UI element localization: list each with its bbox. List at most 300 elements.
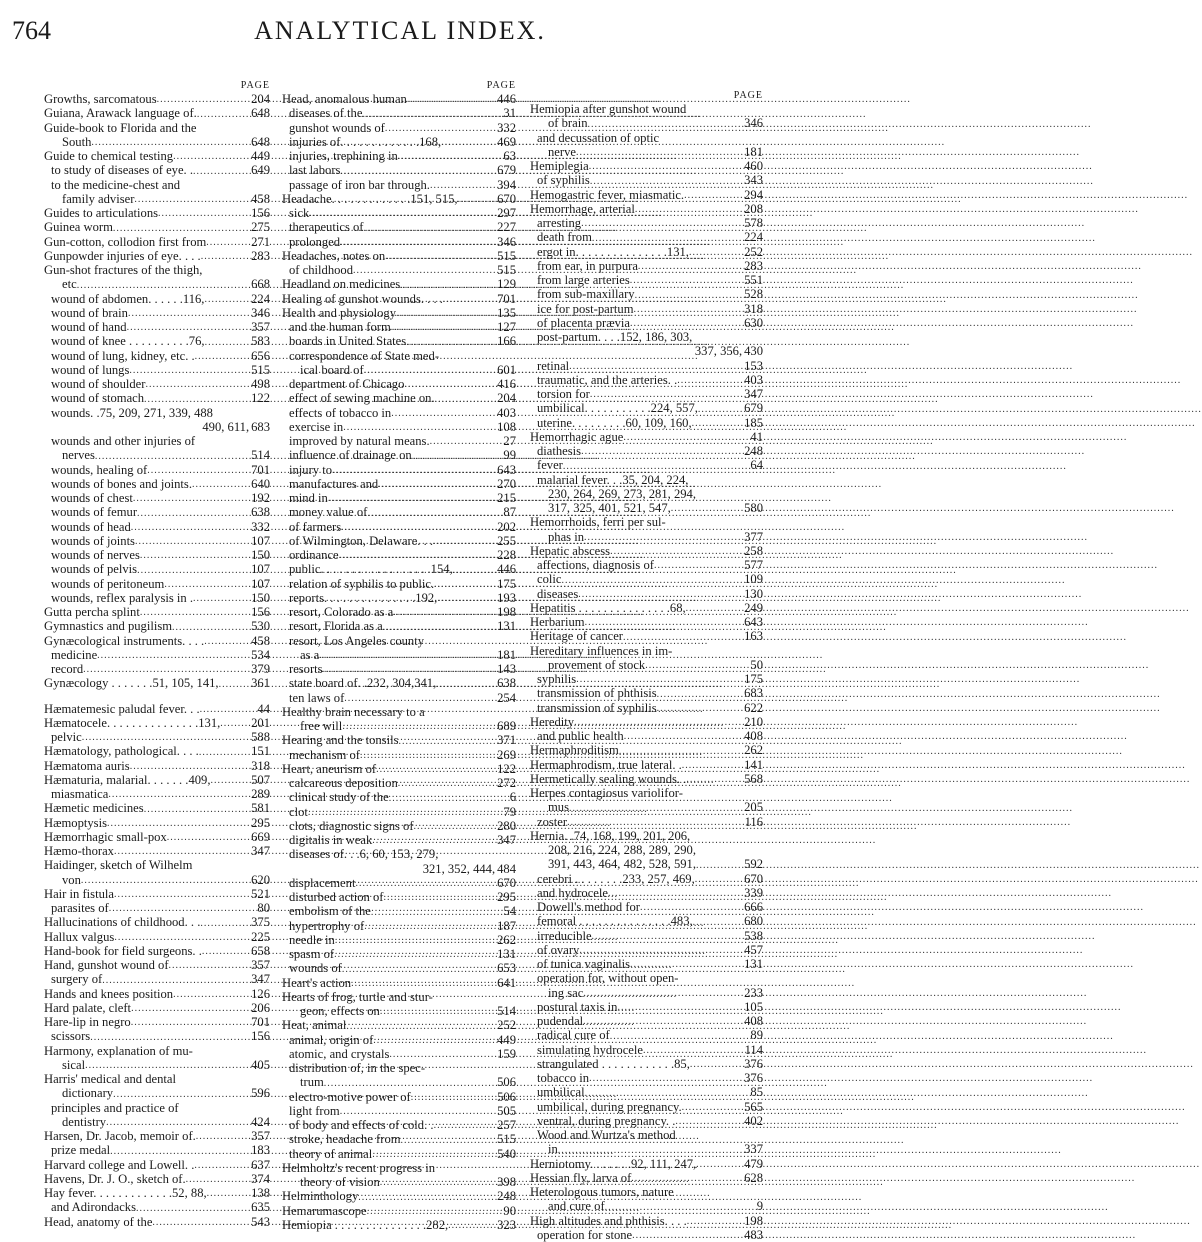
- entry-page-ref: 294: [744, 187, 763, 202]
- entry-text: effects of tobacco in: [289, 405, 392, 420]
- entry-text: boards in United States: [289, 334, 407, 349]
- index-entry: [282, 249, 516, 263]
- entry-text: therapeutics of: [289, 220, 364, 235]
- entry-page-ref: 156: [251, 605, 270, 619]
- leader-dots: [210, 775, 249, 787]
- index-entry: [282, 1047, 516, 1061]
- leader-dots: [592, 931, 743, 943]
- index-entry: [530, 159, 763, 173]
- leader-dots: [134, 194, 249, 206]
- entry-text: from ear, in purpura: [537, 258, 638, 273]
- entry-text: wound of abdomen. . . . . .116,: [51, 291, 205, 306]
- entry-text: surgery of: [51, 972, 103, 987]
- entry-page-ref: 408: [744, 1014, 763, 1028]
- index-entry: [282, 662, 516, 676]
- entry-page-ref: 297: [497, 206, 516, 220]
- entry-page-ref: 540: [497, 1146, 516, 1161]
- entry-text: Hare-lip in negro: [44, 1015, 131, 1029]
- entry-page-ref: 129: [497, 277, 516, 292]
- index-entry: [44, 434, 270, 448]
- entry-page-ref: 181: [744, 144, 763, 159]
- entry-text: wounds. .75, 209, 271, 339, 488: [51, 405, 213, 420]
- entry-text: Hepatic abscess: [530, 543, 611, 558]
- index-entry: [282, 976, 516, 990]
- index-entry: [530, 786, 763, 800]
- entry-text: Hæmoptysis: [44, 815, 107, 830]
- entry-text: Hair in fistula: [44, 886, 114, 901]
- leader-dots: [453, 565, 495, 577]
- leader-dots: [193, 593, 249, 605]
- entry-page-ref: 131: [497, 947, 516, 961]
- leader-dots: [619, 746, 742, 758]
- leader-dots: [389, 1049, 495, 1061]
- index-entry: [530, 701, 763, 715]
- index-entry: [530, 743, 763, 757]
- entry-page-ref: 289: [251, 787, 270, 801]
- leader-dots: [335, 935, 495, 947]
- entry-text: operation for, without open-: [537, 971, 679, 986]
- entry-text: clots, diagnostic signs of: [289, 818, 414, 833]
- leader-dots: [581, 446, 742, 458]
- leader-dots: [630, 318, 742, 330]
- entry-page-ref: 107: [251, 576, 270, 591]
- leader-dots: [695, 874, 742, 886]
- index-entry: [530, 686, 763, 700]
- entry-page-ref: 577: [744, 558, 763, 572]
- leader-dots: [205, 337, 250, 349]
- index-entry: [44, 106, 270, 120]
- index-entry: [282, 748, 516, 762]
- entry-text: Heart's action: [282, 975, 352, 990]
- entry-text: wounds of femur: [51, 505, 138, 520]
- leader-dots: [309, 208, 495, 220]
- leader-dots: [102, 975, 249, 987]
- entry-text: Hepatitis . . . . . . . . . . . . . . .68,: [530, 600, 686, 615]
- entry-text: tobacco in: [537, 1071, 590, 1085]
- entry-text: cerebri . . . . . . . .233, 257, 469,: [537, 871, 695, 886]
- entry-text: and hydrocele: [537, 885, 608, 900]
- entry-page-ref: 649: [251, 163, 270, 178]
- leader-dots: [363, 223, 495, 235]
- index-entry: [282, 1033, 516, 1047]
- entry-page-ref: 446: [497, 92, 516, 106]
- leader-dots: [437, 593, 495, 605]
- index-entry: [282, 691, 516, 705]
- entry-text: Hermaphrodism, true lateral. .: [530, 757, 682, 772]
- entry-page-ref: 225: [251, 929, 270, 944]
- entry-text: Harsen, Dr. Jacob, memoir of.: [44, 1129, 196, 1143]
- leader-dots: [114, 846, 249, 858]
- entry-page-ref: 630: [744, 315, 763, 330]
- entry-text: mus: [548, 800, 569, 815]
- leader-dots: [657, 689, 742, 701]
- leader-dots: [623, 432, 748, 444]
- entry-text: 317, 325, 401, 521, 547,: [548, 501, 671, 515]
- entry-page-ref: 515: [497, 1132, 516, 1147]
- entry-text: zoster: [537, 814, 568, 829]
- index-entry: [44, 1058, 270, 1072]
- entry-text: improved by natural means.: [289, 434, 430, 448]
- entry-text: Hæmatoma auris: [44, 758, 130, 773]
- entry-text: Herbarium: [530, 615, 585, 629]
- leader-dots: [108, 789, 249, 801]
- entry-text: colic: [537, 572, 562, 587]
- entry-page-ref: 109: [744, 572, 763, 587]
- index-entry: [44, 972, 270, 986]
- index-entry: [44, 577, 270, 591]
- entry-page-ref: 332: [497, 120, 516, 135]
- index-entry: [44, 816, 270, 830]
- index-entry: [44, 277, 270, 291]
- entry-page-ref: 192: [251, 491, 270, 505]
- entry-text: clinical study of the: [289, 790, 389, 805]
- entry-page-ref: 193: [497, 590, 516, 605]
- entry-text: wounds of: [289, 961, 342, 976]
- entry-page-ref: 568: [744, 771, 763, 786]
- index-entry: [44, 619, 270, 633]
- entry-text: diathesis: [537, 444, 582, 458]
- entry-text: digitalis in weak: [289, 833, 373, 847]
- entry-text: wounds of pelvis: [51, 562, 138, 577]
- leader-dots: [400, 280, 495, 292]
- entry-text: transmission of syphilis: [537, 700, 657, 715]
- leader-dots: [380, 1177, 495, 1189]
- entry-text: passage of iron bar through.: [289, 177, 430, 192]
- entry-page-ref: 114: [744, 1042, 763, 1057]
- index-entry: [530, 387, 763, 401]
- index-entry: [530, 1199, 763, 1213]
- entry-page-ref: 80: [257, 901, 270, 915]
- index-entry: [282, 121, 516, 135]
- entry-page-ref: 187: [497, 918, 516, 933]
- entry-page-ref: 116: [744, 814, 763, 829]
- index-entry: [282, 178, 516, 192]
- index-entry: [282, 933, 516, 947]
- entry-page-ref: 515: [251, 362, 270, 377]
- entry-page-ref: 50: [750, 657, 763, 672]
- leader-dots: [358, 1192, 495, 1204]
- index-entry: [44, 520, 270, 534]
- entry-text: department of Chicago: [289, 377, 405, 391]
- index-entry: [530, 1057, 763, 1071]
- entry-page-ref: 592: [744, 857, 763, 872]
- entry-text: ordinance: [289, 548, 339, 562]
- index-entry: [44, 448, 270, 462]
- leader-dots: [128, 308, 249, 320]
- index-entry: [44, 1072, 270, 1086]
- entry-text: correspondence of State med-: [289, 348, 440, 363]
- entry-text: resort, Colorado as a: [289, 605, 394, 619]
- entry-page-ref: 458: [251, 633, 270, 648]
- entry-text: as a: [300, 647, 320, 662]
- index-entry: [44, 121, 270, 135]
- entry-text: in: [548, 1142, 558, 1157]
- entry-text: last labors: [289, 163, 341, 178]
- leader-dots: [332, 465, 495, 477]
- index-entry: [282, 648, 516, 662]
- entry-text: Guinea worm: [44, 220, 113, 235]
- index-entry: [44, 349, 270, 363]
- entry-text: Hearing and the tonsils: [282, 733, 399, 748]
- index-entry: [530, 601, 763, 615]
- entry-page-ref: 601: [497, 362, 516, 377]
- entry-text: Hallucinations of childhood. . .: [44, 915, 201, 930]
- entry-text: nerves: [62, 448, 95, 463]
- entry-text: free will: [300, 719, 343, 733]
- entry-page-ref: 122: [497, 761, 516, 776]
- index-column-2: [282, 80, 516, 1232]
- index-entry: [530, 986, 763, 1000]
- entry-page-ref: 683: [251, 419, 270, 434]
- entry-page-ref: 175: [744, 672, 763, 686]
- index-entry: [44, 1172, 270, 1186]
- leader-dots: [107, 818, 249, 830]
- entry-page-ref: 254: [497, 690, 516, 705]
- leader-dots: [343, 422, 495, 434]
- leader-dots: [585, 617, 743, 629]
- leader-dots: [197, 109, 249, 121]
- entry-page-ref: 377: [744, 529, 763, 544]
- leader-dots: [113, 223, 249, 235]
- entry-text: from sub-maxillary: [537, 287, 635, 302]
- entry-text: umbilical: [537, 1085, 585, 1100]
- leader-dots: [569, 361, 742, 373]
- index-entry: [530, 886, 763, 900]
- entry-page-ref: 641: [497, 975, 516, 990]
- leader-dots: [376, 764, 495, 776]
- entry-text: Hemorrhoids, ferri per sul-: [530, 515, 666, 530]
- entry-text: ergot in. . . . . . . . . . . . . . .131,: [537, 244, 689, 259]
- entry-page-ref: 122: [251, 391, 270, 406]
- leader-dots: [654, 560, 742, 572]
- leader-dots: [207, 1188, 249, 1200]
- index-entry: [44, 591, 270, 605]
- leader-dots: [581, 218, 742, 230]
- index-entry: [282, 919, 516, 933]
- index-entry: [530, 1071, 763, 1085]
- index-entry: [44, 830, 270, 844]
- entry-text: Heart, aneurism of: [282, 761, 377, 776]
- index-entry: [44, 178, 270, 192]
- leader-dots: [173, 151, 249, 163]
- leader-dots: [371, 907, 502, 919]
- index-entry: [530, 857, 763, 871]
- index-entry: [282, 548, 516, 562]
- entry-page-ref: 175: [497, 576, 516, 591]
- leader-dots: [630, 275, 742, 287]
- leader-dots: [144, 804, 249, 816]
- entry-page-ref: 402: [744, 1113, 763, 1128]
- entry-text: Hemiopia . . . . . . . . . . . . . . .282,: [282, 1217, 449, 1232]
- entry-text: wound of brain: [51, 305, 128, 320]
- entry-text: resorts: [289, 662, 323, 676]
- leader-dots: [391, 322, 495, 334]
- leader-dots: [605, 1202, 755, 1214]
- entry-page-ref: 403: [497, 405, 516, 420]
- entry-page-ref: 371: [497, 733, 516, 748]
- entry-text: Hæmatemesic paludal fever. . .: [44, 701, 200, 716]
- entry-page-ref: 357: [251, 320, 270, 334]
- entry-text: Helminthology: [282, 1189, 359, 1204]
- leader-dots: [567, 817, 742, 829]
- entry-text: umbilical. . . . . . . . . . .224, 557,: [537, 401, 698, 416]
- leader-dots: [576, 147, 742, 159]
- index-entry: [530, 359, 763, 373]
- leader-dots: [635, 290, 743, 302]
- entry-page-ref: 679: [744, 401, 763, 416]
- entry-page-ref: 107: [251, 562, 270, 577]
- index-entry: [282, 163, 516, 177]
- index-entry: [282, 377, 516, 391]
- leader-dots: [610, 1031, 749, 1043]
- leader-dots: [434, 579, 495, 591]
- index-entry: [282, 92, 516, 106]
- entry-page-ref: 357: [251, 958, 270, 972]
- index-entry: [44, 634, 270, 648]
- entry-page-ref: 457: [744, 942, 763, 957]
- entry-text: Headland on medicines: [282, 277, 401, 292]
- leader-dots: [645, 660, 748, 672]
- entry-text: stroke, headache from: [289, 1132, 401, 1147]
- entry-text: wounds of chest: [51, 491, 133, 505]
- leader-dots: [574, 717, 742, 729]
- entry-page-ref: 506: [497, 1075, 516, 1090]
- index-entry: [530, 173, 763, 187]
- entry-text: record: [51, 662, 84, 676]
- entry-text: principles and practice of: [51, 1100, 179, 1115]
- leader-dots: [172, 622, 249, 634]
- leader-dots: [398, 778, 495, 790]
- entry-text: wounds, reflex paralysis in .: [51, 590, 193, 605]
- index-entry: [530, 587, 763, 601]
- index-entry: [530, 1228, 763, 1242]
- entry-text: Healthy brain necessary to a: [282, 704, 425, 719]
- entry-text: Hemiplegia: [530, 159, 589, 173]
- index-entry: [282, 904, 516, 918]
- entry-page-ref: 131: [744, 957, 763, 971]
- entry-text: and public health: [537, 729, 624, 743]
- entry-page-ref: 658: [251, 943, 270, 958]
- entry-page-ref: 405: [251, 1057, 270, 1072]
- leader-dots: [173, 989, 249, 1001]
- entry-page-ref: 643: [744, 615, 763, 629]
- entry-page-ref: 347: [744, 387, 763, 401]
- leader-dots: [590, 389, 742, 401]
- entry-text: Hæmaturia, malarial. . . . . . .409,: [44, 772, 211, 787]
- index-entry: [530, 316, 763, 330]
- index-entry: [530, 501, 763, 515]
- index-entry: [530, 644, 763, 658]
- leader-dots: [186, 1174, 249, 1186]
- leader-dots: [127, 322, 250, 334]
- index-entry: [530, 914, 763, 928]
- entry-page-ref: 347: [251, 972, 270, 987]
- entry-page-ref: 515: [497, 248, 516, 263]
- entry-text: embolism of the: [289, 904, 371, 919]
- entry-text: Haidinger, sketch of Wilhelm: [44, 858, 193, 873]
- entry-text: theory of animal: [289, 1146, 373, 1161]
- entry-text: mind in: [289, 491, 328, 505]
- index-entry: [44, 263, 270, 277]
- entry-text: Wood and Wurtza's method: [537, 1128, 676, 1142]
- entry-text: torsion for: [537, 387, 590, 401]
- leader-dots: [90, 1032, 249, 1044]
- entry-text: Heterologous tumors, nature: [530, 1185, 674, 1199]
- entry-text: and Adirondacks: [51, 1200, 136, 1215]
- entry-page-ref: 408: [744, 729, 763, 743]
- entry-text: Hemorrhagic ague: [530, 429, 624, 444]
- leader-dots: [219, 679, 250, 691]
- index-entry: [530, 1185, 763, 1199]
- index-entry: [44, 1143, 270, 1157]
- entry-text: calcareous deposition: [289, 776, 398, 790]
- index-entry: [282, 1004, 516, 1018]
- leader-dots: [378, 479, 495, 491]
- index-entry: [282, 235, 516, 249]
- entry-text: prize medal: [51, 1143, 111, 1158]
- entry-page-ref: 257: [497, 1118, 516, 1132]
- leader-dots: [342, 721, 495, 733]
- entry-page-ref: 283: [744, 258, 763, 273]
- index-entry: [282, 1132, 516, 1146]
- leader-dots: [404, 379, 495, 391]
- leader-dots: [220, 718, 249, 730]
- entry-page-ref: 648: [251, 106, 270, 121]
- entry-text: Guiana, Arawack language of.: [44, 106, 197, 121]
- index-entry: [44, 930, 270, 944]
- index-entry: [44, 1129, 270, 1143]
- entry-page-ref: 159: [497, 1046, 516, 1061]
- entry-text: spasm of: [289, 947, 335, 961]
- index-entry: [530, 729, 763, 743]
- index-entry: [530, 957, 763, 971]
- leader-dots: [195, 351, 249, 363]
- index-entry: [530, 900, 763, 914]
- entry-page-ref: 318: [744, 301, 763, 316]
- entry-text: Hermetically sealing wounds. .: [530, 771, 687, 786]
- entry-page-ref: 430: [744, 344, 763, 359]
- entry-text: Gynæcology . . . . . . .51, 105, 141,: [44, 676, 219, 691]
- entry-text: ice for post-partum: [537, 301, 634, 316]
- index-entry: [44, 135, 270, 149]
- entry-page-ref: 339: [744, 885, 763, 900]
- entry-page-ref: 89: [750, 1028, 763, 1043]
- entry-text: Gymnastics and pugilism: [44, 619, 173, 634]
- index-entry: [530, 145, 763, 159]
- leader-dots: [385, 123, 495, 135]
- entry-text: and the human form: [289, 320, 391, 334]
- index-entry: [530, 1142, 763, 1156]
- leader-dots: [693, 917, 742, 929]
- leader-dots: [430, 180, 495, 192]
- entry-text: Hearts of frog, turtle and stur-: [282, 989, 433, 1004]
- index-entry: [44, 562, 270, 576]
- leader-dots: [584, 532, 742, 544]
- entry-page-ref: 272: [497, 776, 516, 790]
- entry-page-ref: 126: [251, 986, 270, 1001]
- index-entry: [530, 558, 763, 572]
- entry-text: radical cure of: [537, 1028, 610, 1043]
- entry-text: of ovary: [537, 942, 580, 957]
- leader-dots: [199, 747, 249, 759]
- entry-page-ref: 670: [497, 191, 516, 206]
- entry-text: traumatic, and the arteries. .: [537, 372, 678, 387]
- leader-dots: [164, 579, 249, 591]
- index-entry: [44, 463, 270, 477]
- entry-page-ref: 44: [257, 701, 270, 716]
- leader-dots: [372, 835, 495, 847]
- entry-page-ref: 680: [744, 914, 763, 929]
